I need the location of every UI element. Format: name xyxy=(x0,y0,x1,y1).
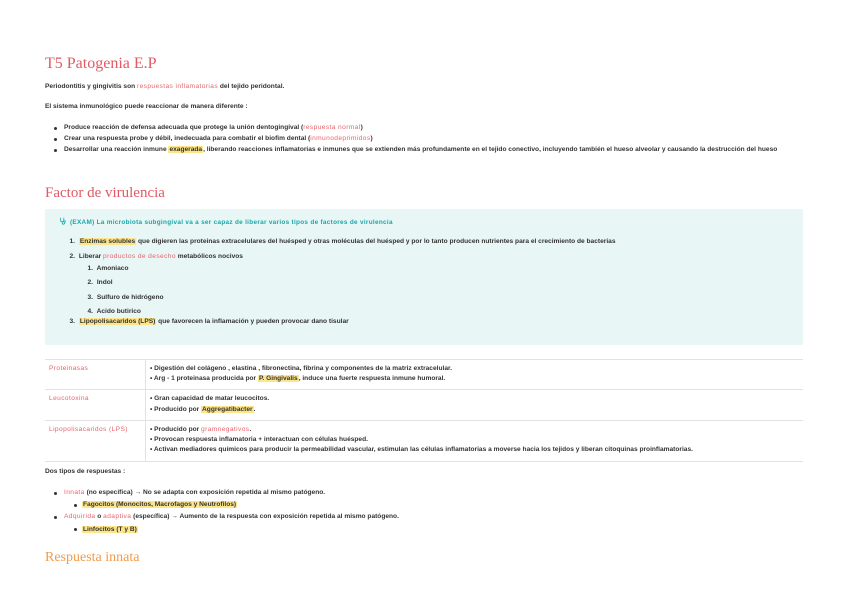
list-item: 3. Sulfuro de hidrógeno xyxy=(87,293,164,301)
list-item: 1. Enzimas solubles que digieren las proteinas extracelulares del huésped y otras moléculas del huésped y por lo tanto producen nutrientes para el crecimiento de bacterias xyxy=(69,238,616,245)
intro-text: Periodontitis y gingivitis son xyxy=(45,83,137,90)
reactions-list xyxy=(52,124,792,158)
list-item: Adquirida o adaptiva (específica) → Aumento de la respuesta con exposición repetida al mismo patógeno. Linfocitos (T y B) xyxy=(52,513,399,533)
page-title: T5 Patogenia E.P xyxy=(45,55,157,72)
intro-red-text: respuestas inflamatorias xyxy=(136,83,219,90)
list-item: 1. Amoniaco xyxy=(87,264,129,272)
virulence-heading: Factor de virulencia xyxy=(45,185,165,201)
table-row xyxy=(45,420,803,461)
table-value: • Gran capacidad de matar leucocitos. • Producido por Aggregatibacter. xyxy=(146,390,804,420)
list-item: 4. Acido butirico xyxy=(87,308,141,316)
virulence-list xyxy=(67,238,615,267)
list-item: Produce reacción de defensa adecuada que protege la unión dentogingival (respuesta normal) xyxy=(52,124,792,132)
responses-title: Dos tipos de respuestas : xyxy=(45,468,126,475)
stethoscope-icon xyxy=(59,217,67,225)
list-item: Desarrollar una reacción inmune exagerada, liberando reacciones inflamatorias e inmunes que se extienden más profundamente en el tejido conectivo, incluyendo también el hueso alveolar y causando la destrucción del hueso xyxy=(52,146,792,154)
list-item: 2. Indol xyxy=(87,279,113,287)
table-value: • Digestión del colágeno , elastina , fibronectina, fibrina y componentes de la matriz extracelular. • Arg - 1 proteinasa producida por P. Gingivalis, induce una fuerte respuesta inmune humoral. xyxy=(146,360,804,390)
list-item: 3. Lipopolisacaridos (LPS) que favorecen la inflamación y pueden provocar dano tisular xyxy=(69,318,349,325)
table-key: Leucotoxina xyxy=(45,390,146,420)
virulence-factors-table xyxy=(45,359,803,462)
intro-text-end: del tejido peridontal. xyxy=(218,83,285,90)
list-item: Crear una respuesta probe y débil, inedecuada para combatir el biofim dental (inmunodeprimidos) xyxy=(52,135,792,143)
list-item: Innata (no específica) → No se adapta con exposición repetida al mismo patógeno. Fagocitos (Monocitos, Macrofagos y Neutrofilos) xyxy=(52,489,399,509)
exam-callout xyxy=(45,209,803,345)
callout-title: (EXAM) La microbiota subgingival va a ser capaz de liberar varios tipos de factores de virulencia xyxy=(59,217,393,227)
intro-paragraph xyxy=(45,83,284,91)
table-value: • Producido por gramnegativos. • Provocan respuesta inflamatoria + interactuan con células huésped. • Activan mediadores químicos para producir la permeabilidad vascular, estimulan las células inflamatorias a moverse hacia los tejidos y liberan citoquinas proinflamatorias. xyxy=(146,420,804,461)
virulence-list-cont xyxy=(67,318,349,333)
list-item: Linfocitos (T y B) xyxy=(64,526,399,534)
table-row xyxy=(45,390,803,420)
table-key: Proteinasas xyxy=(45,360,146,390)
acquired-sublist xyxy=(64,526,399,534)
intro-paragraph-2: El sistema inmunológico puede reaccionar de manera diferente : xyxy=(45,103,248,110)
list-item: Fagocitos (Monocitos, Macrofagos y Neutrofilos) xyxy=(64,501,399,509)
innate-sublist xyxy=(64,501,399,509)
table-row xyxy=(45,360,803,390)
waste-products-list xyxy=(85,265,164,323)
list-item: 2. Liberar productos de desecho metabólicos nocivos xyxy=(69,252,243,260)
innate-response-heading: Respuesta innata xyxy=(45,550,140,565)
responses-list xyxy=(52,489,399,534)
table-key: Lipopolisacaridos (LPS) xyxy=(45,420,146,461)
